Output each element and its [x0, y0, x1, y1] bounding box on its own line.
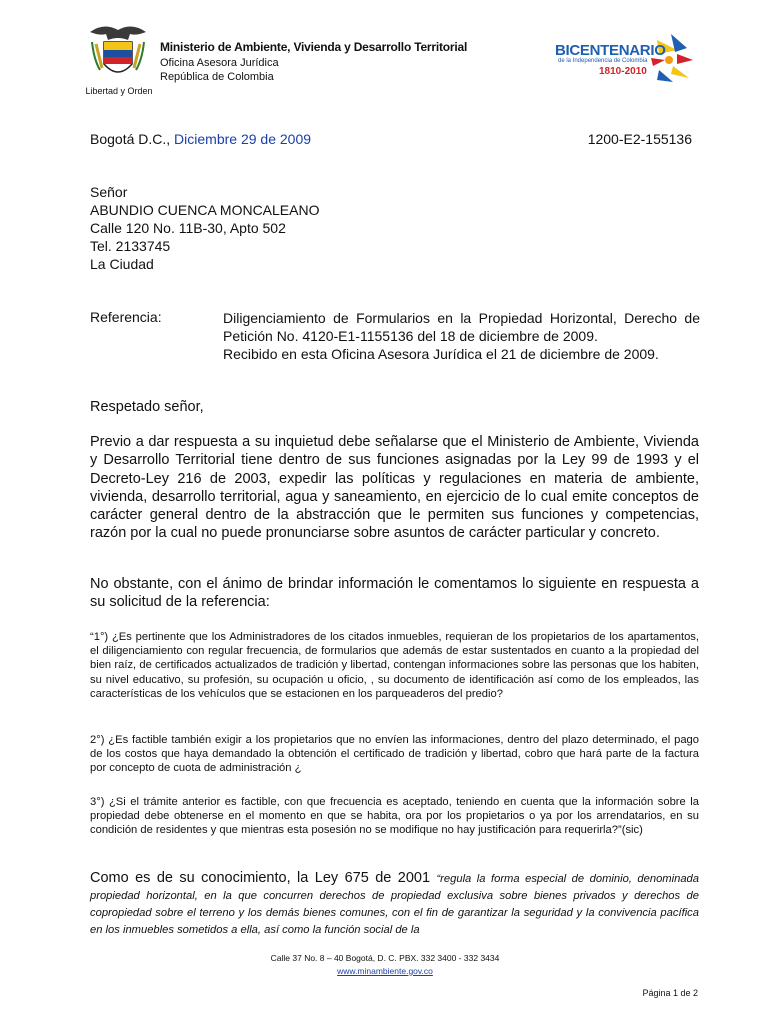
reference-number: 1200-E2-155136: [587, 131, 692, 147]
office-name: Oficina Asesora Jurídica: [160, 57, 279, 69]
paragraph-3: [90, 870, 699, 938]
paragraph-3-lead: Como es de su conocimiento, la Ley 675 de 2001: [90, 870, 437, 886]
date: Diciembre 29 de 2009: [174, 131, 312, 147]
country-name: República de Colombia: [160, 71, 274, 83]
addressee-line: Señor: [90, 184, 128, 200]
question-2: 2°) ¿Es factible también exigir a los propietarios que no envíen las informaciones, dentro del plazo determinado, el pago de los costos que haya demandado la obtención el certificado de tradición y libertad, cobro que hará parte de la factura por concepto de cuota de administración ¿: [90, 734, 699, 775]
letter-date: [90, 131, 311, 147]
reference-label: Referencia:: [90, 309, 162, 325]
ministry-name: Ministerio de Ambiente, Vivienda y Desarrollo Territorial: [160, 40, 468, 54]
footer-address: Calle 37 No. 8 – 40 Bogotá, D. C. PBX. 332 3400 - 332 3434: [270, 953, 500, 963]
salutation: Respetado señor,: [90, 399, 204, 415]
city: Bogotá D.C.,: [90, 131, 175, 147]
addressee-line: Tel. 2133745: [90, 238, 171, 254]
paragraph-3-quote: “regula la forma especial de dominio, denominada propiedad horizontal, en la que concurren derechos de propiedad exclusiva sobre bienes privados y derechos de copropiedad sobre el terreno y los demás bienes comunes, con el fin de garantizar la seguridad y la convivencia pacífica en los inmuebles sometidos a ella, así como la función social de la: [90, 873, 699, 936]
addressee-line: ABUNDIO CUENCA MONCALEANO: [90, 202, 320, 218]
addressee-line: Calle 120 No. 11B-30, Apto 502: [90, 220, 286, 236]
website-link[interactable]: www.minambiente.gov.co: [337, 966, 433, 976]
paragraph-2: No obstante, con el ánimo de brindar información le comentamos lo siguiente en respuesta a su solicitud de la referencia:: [90, 576, 699, 611]
bicentenario-title: BICENTENARIO: [555, 42, 666, 59]
crest-caption: Libertad y Orden: [85, 86, 153, 96]
question-1: “1°) ¿Es pertinente que los Administradores de los citados inmuebles, requieran de los propietarios de los apartamentos, el diligenciamiento con regular frecuencia, de formularios que además de estar sustentados en cuanto a la propiedad del bien raíz, de certificados actualizados de tradición y libertad, contengan informaciones sobre las personas que los habiten, su nivel educativo, su profesión, su ocupación u oficio, , su documento de identificación así como de los empleados, las características de los vehículos que se estacionen en los parqueaderos del predio?: [90, 631, 699, 700]
reference-subject: Diligenciamiento de Formularios en la Propiedad Horizontal, Derecho de Petición No. 4120-E1-1155136 del 18 de diciembre de 2009.: [223, 310, 700, 344]
page-number: Página 1 de 2: [642, 988, 698, 998]
paragraph-1: Previo a dar respuesta a su inquietud debe señalarse que el Ministerio de Ambiente, Vivienda y Desarrollo Territorial tiene dentro de sus funciones asignadas por la Ley 99 de 1993 y el Decreto-Ley 216 de 2003, expedir las políticas y regulaciones en materia de ambiente, vivienda, desarrollo territorial, agua y saneamiento, en ejercicio de lo cual emite conceptos de carácter general dentro de la abstracción que le permiten sus funciones y competencias, razón por la cual no puede pronunciarse sobre asuntos de carácter particular y concreto.: [90, 434, 699, 542]
addressee-line: La Ciudad: [90, 256, 154, 272]
bicentenario-years: 1810-2010: [599, 66, 647, 77]
question-3: 3°) ¿Si el trámite anterior es factible, con que frecuencia es aceptado, teniendo en cuenta que la información sobre la propiedad debe obtenerse en el momento en que se habita, ora por los propietarios o ya por los arrendatarios, en su condición de residentes y que mientras esta posesión no se modifique no hay justificación para requerirla?”(sic): [90, 796, 699, 837]
footer: [0, 952, 770, 978]
letterhead: [160, 40, 467, 84]
addressee-block: [90, 183, 319, 273]
reference-received: Recibido en esta Oficina Asesora Jurídica el 21 de diciembre de 2009.: [223, 346, 659, 362]
reference-text: [223, 309, 700, 363]
bicentenario-subtitle: de la Independencia de Colombia: [558, 58, 648, 64]
bicentenario-logo: [555, 30, 695, 92]
